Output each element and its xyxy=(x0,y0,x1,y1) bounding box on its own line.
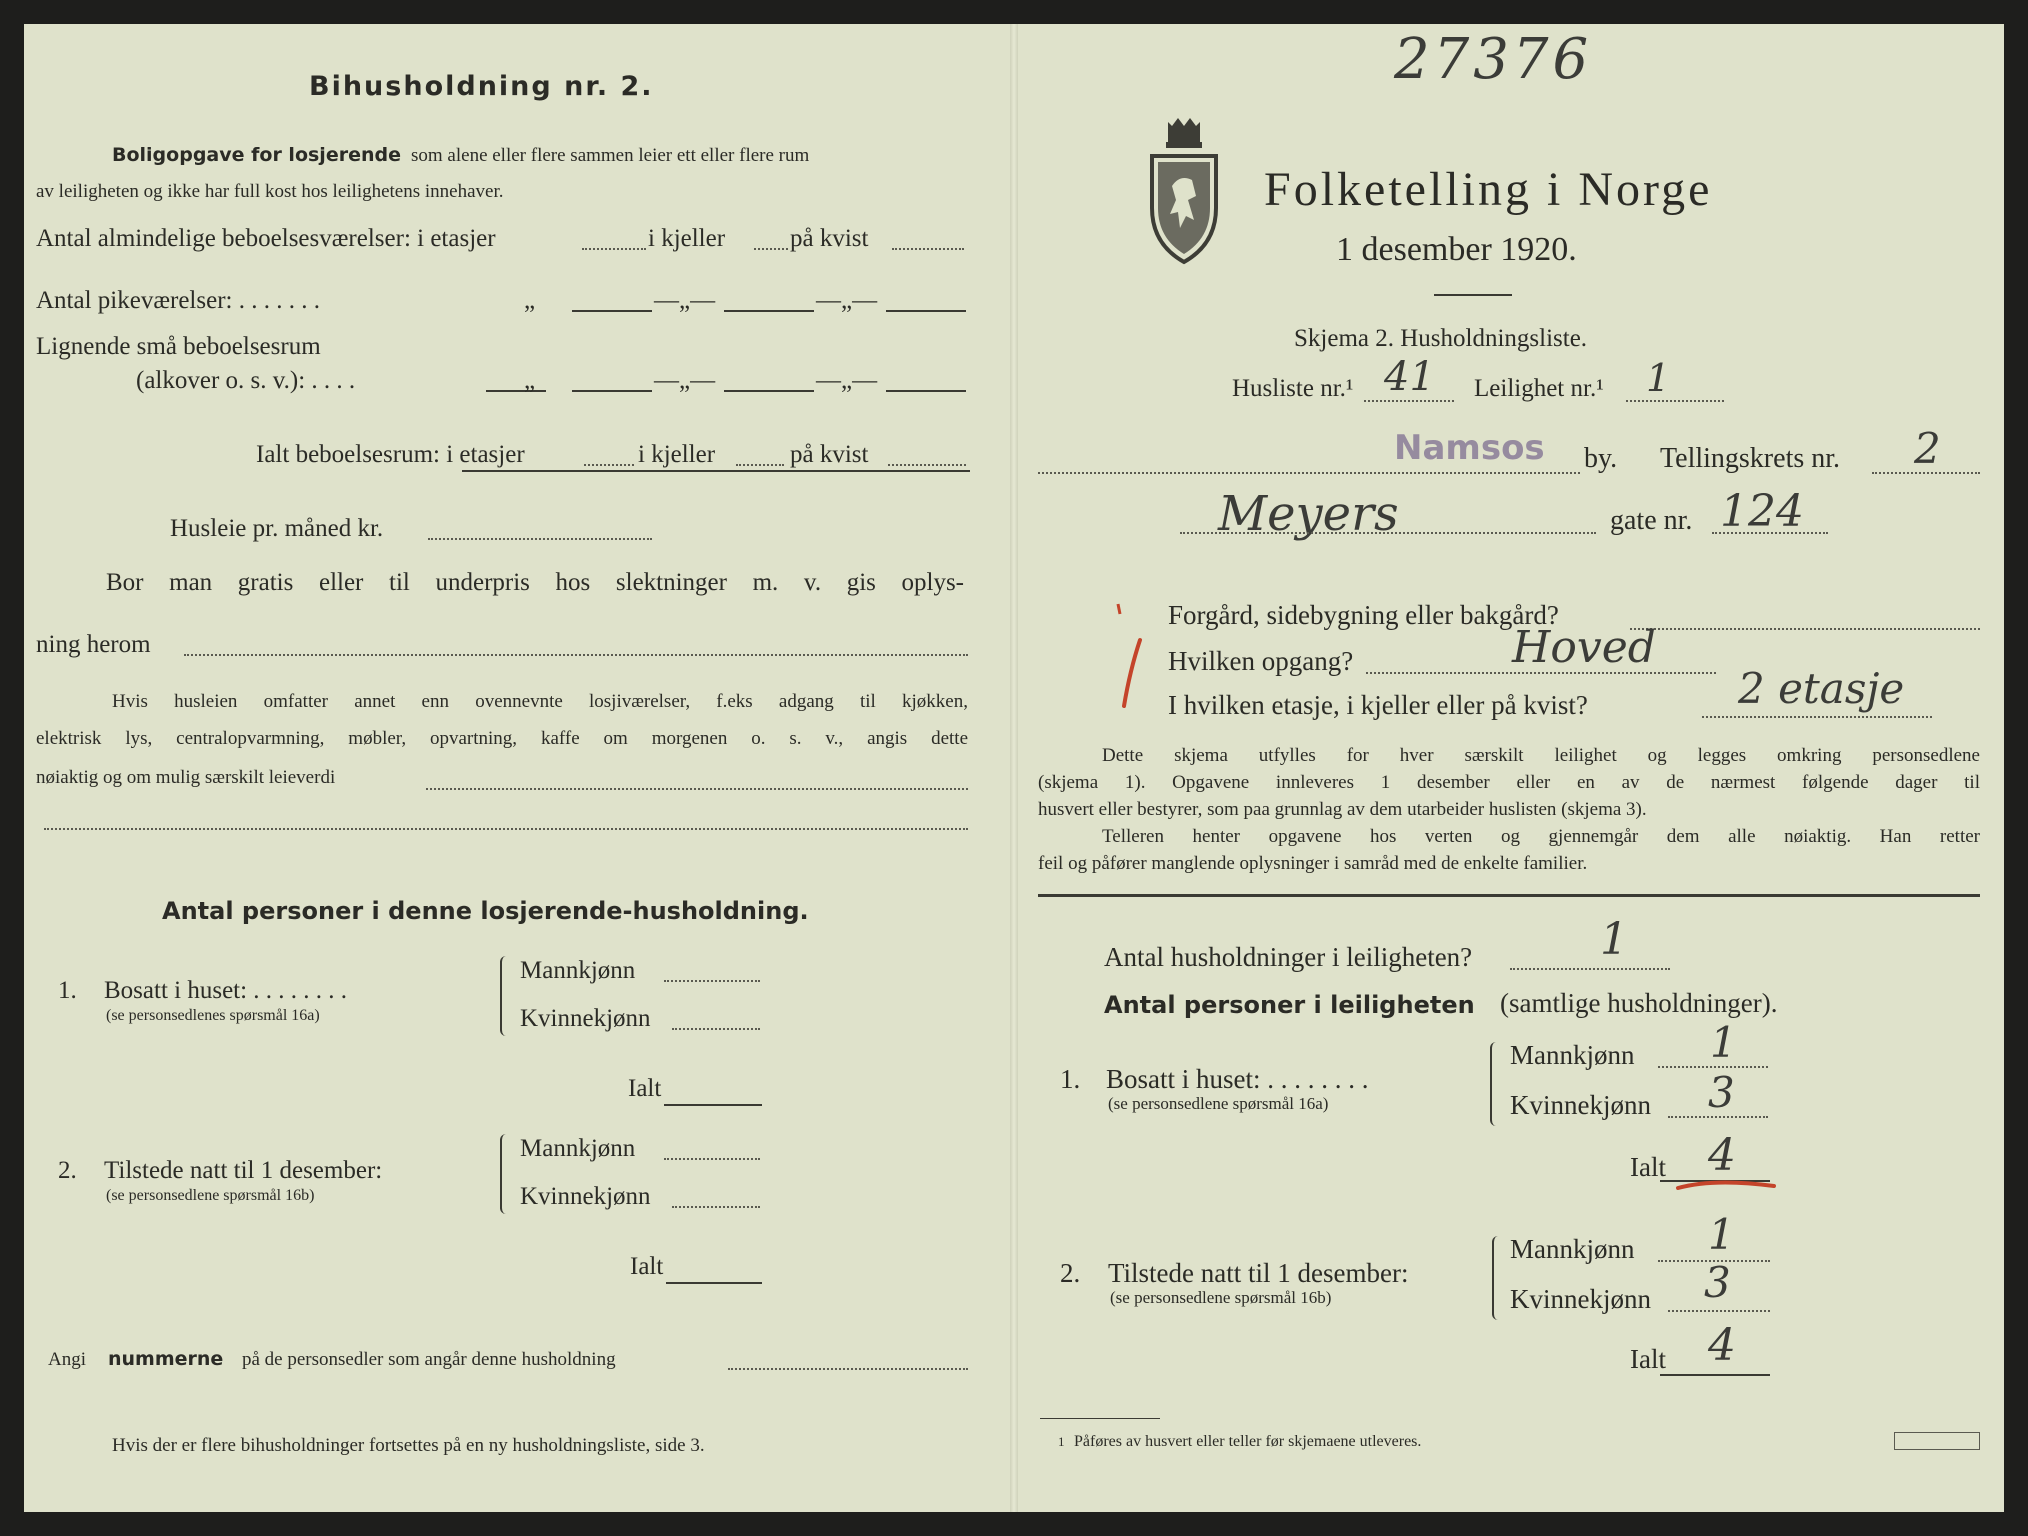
mann-label: Mannkjønn xyxy=(1510,1040,1635,1070)
ditto-dash: —„— xyxy=(816,367,878,394)
label-i-kjeller: i kjeller xyxy=(638,441,716,468)
row-pikevaerelser: Antal pikeværelser: . . . . . . . xyxy=(36,287,320,314)
field-gate-nr xyxy=(1712,532,1828,534)
title-rule xyxy=(1434,294,1512,296)
field-forgaard xyxy=(1630,628,1980,630)
antal-pers-bold: Antal personer i leiligheten xyxy=(1104,991,1475,1019)
q1-sub: (se personsedlenes spørsmål 16a) xyxy=(106,1007,320,1024)
field-town xyxy=(1038,472,1580,474)
by-label: by. xyxy=(1584,443,1618,474)
field-alkove-kjeller xyxy=(724,390,814,392)
q1-ialt-value: 4 xyxy=(1708,1130,1736,1181)
hvis-line1: Hvis husleien omfatter annet enn ovennevnte losjiværelser, f.eks adgang til kjøkken, xyxy=(112,691,968,712)
info-line: (skjema 1). Opgavene innleveres 1 desember eller en av de nærmest følgende dager til xyxy=(1038,772,1980,793)
q2-number: 2. xyxy=(58,1157,77,1184)
ditto-mark: „ xyxy=(524,287,536,314)
tellingskrets-label: Tellingskrets nr. xyxy=(1660,443,1841,474)
field-ialt-kjeller xyxy=(736,464,784,466)
q1-number: 1. xyxy=(58,977,77,1004)
field-q1-ialt xyxy=(664,1104,762,1106)
field-bor xyxy=(184,654,968,656)
ditto-dash: —„— xyxy=(816,287,878,314)
ditto-mark: „ xyxy=(524,367,536,394)
field-etasje xyxy=(1702,716,1932,718)
field-pike-kjeller xyxy=(724,310,814,312)
field-ialt-etasjer xyxy=(584,464,634,466)
q2-label: Tilstede natt til 1 desember: xyxy=(104,1157,383,1184)
q2-label: Tilstede natt til 1 desember: xyxy=(1108,1258,1409,1288)
q1-label: Bosatt i huset: . . . . . . . . xyxy=(1106,1064,1369,1094)
mann-label: Mannkjønn xyxy=(520,1135,636,1162)
gate-label: gate nr. xyxy=(1610,505,1693,536)
field-nummerne xyxy=(728,1368,968,1370)
label-paa-kvist: på kvist xyxy=(790,441,869,468)
info-line: Telleren henter opgavene hos verten og gjennemgår dem alle nøiaktig. Han retter xyxy=(1102,826,1980,847)
field-q2-kvinne xyxy=(672,1206,760,1208)
skjema-label: Skjema 2. Husholdningsliste. xyxy=(1294,325,1588,352)
husliste-label: Husliste nr.¹ xyxy=(1232,375,1354,402)
divider-rule xyxy=(1038,894,1980,897)
antal-hush-label: Antal husholdninger i leiligheten? xyxy=(1104,942,1473,972)
info-line: husvert eller bestyrer, som paa grunnlag av dem utarbeider huslisten (skjema 3). xyxy=(1038,799,1647,820)
kvinne-label: Kvinnekjønn xyxy=(1510,1284,1651,1314)
field-pike-kvist xyxy=(886,310,966,312)
field-husleie xyxy=(428,538,652,540)
street-value: Meyers xyxy=(1218,486,1399,542)
tellingskrets-value: 2 xyxy=(1914,424,1941,473)
row-beboelsesvaerelser: Antal almindelige beboelsesværelser: i etasjer xyxy=(36,225,496,252)
census-form-sheet xyxy=(24,24,2004,1512)
antal-pers-rest: (samtlige husholdninger). xyxy=(1500,988,1778,1018)
field-q2-ialt xyxy=(1660,1374,1770,1376)
field-opgang xyxy=(1366,672,1716,674)
footnote-mark: 1 xyxy=(1058,1434,1065,1449)
intro-line2: av leiligheten og ikke har full kost hos leilighetens innehaver. xyxy=(36,181,504,202)
field-ialt-kvist xyxy=(888,464,966,466)
etasje-value: 2 etasje xyxy=(1738,664,1905,713)
q2-brace xyxy=(500,1134,510,1214)
field-q1-kvinne xyxy=(672,1028,760,1030)
q1-kvinne-value: 3 xyxy=(1708,1068,1735,1117)
ditto-dash: —„— xyxy=(654,367,716,394)
q1-number: 1. xyxy=(1060,1064,1081,1094)
right-title: Folketelling i Norge xyxy=(1264,163,1713,216)
q1-label: Bosatt i huset: . . . . . . . . xyxy=(104,977,348,1004)
left-title: Bihusholdning nr. 2. xyxy=(309,71,654,102)
field-husliste xyxy=(1364,400,1454,402)
husliste-value: 41 xyxy=(1384,354,1435,400)
ditto-dash: —„— xyxy=(654,287,716,314)
field-alkove-kvist xyxy=(886,390,966,392)
info-line: feil og påfører manglende oplysninger i samråd med de enkelte familier. xyxy=(1038,853,1588,874)
ialt-label: Ialt xyxy=(628,1075,662,1102)
q2-ialt-value: 4 xyxy=(1708,1320,1736,1371)
field-leilighet xyxy=(1626,400,1724,402)
field-alkove-a xyxy=(486,390,546,392)
printer-mark xyxy=(1894,1432,1980,1450)
q2-sub: (se personsedlene spørsmål 16b) xyxy=(106,1187,315,1204)
angi-c: på de personsedler som angår denne husholdning xyxy=(242,1349,616,1370)
red-check-mark-icon xyxy=(1114,600,1144,710)
ialt-label: Ialt xyxy=(630,1253,664,1280)
antal-hush-value: 1 xyxy=(1600,914,1628,965)
q1-sub: (se personsedlene spørsmål 16a) xyxy=(1108,1094,1329,1113)
row-ialt-beboelsesrum: Ialt beboelsesrum: i etasjer xyxy=(256,441,525,468)
field-q2-mann xyxy=(664,1158,760,1160)
q1-brace xyxy=(500,956,510,1036)
angi-a: Angi xyxy=(48,1349,86,1370)
left-page-bihusholdning xyxy=(24,24,1014,1512)
field-street xyxy=(1180,532,1596,534)
sum-rule xyxy=(462,470,970,472)
field-kjeller xyxy=(754,248,788,250)
census-date: 1 desember 1920. xyxy=(1336,231,1577,268)
antal-heading: Antal personer i denne losjerende-husholdning. xyxy=(162,897,809,925)
opgang-value: Hoved xyxy=(1512,622,1656,673)
field-extra xyxy=(44,828,968,830)
q2-mann-value: 1 xyxy=(1708,1210,1735,1259)
archive-number: 27376 xyxy=(1394,27,1593,92)
norwegian-coat-of-arms-icon xyxy=(1144,116,1224,266)
red-underline-mark-icon xyxy=(1674,1164,1784,1200)
q2-sub: (se personsedlene spørsmål 16b) xyxy=(1110,1288,1332,1307)
etasje-label: I hvilken etasje, i kjeller eller på kvist? xyxy=(1168,690,1588,720)
hvis-line2: elektrisk lys, centralopvarmning, møbler, opvartning, kaffe om morgenen o. s. v., angis dette xyxy=(36,728,968,749)
mann-label: Mannkjønn xyxy=(1510,1234,1635,1264)
forgaard-label: Forgård, sidebygning eller bakgård? xyxy=(1168,600,1559,630)
ialt-label: Ialt xyxy=(1630,1344,1666,1374)
leilighet-value: 1 xyxy=(1646,356,1671,400)
angi-b: nummerne xyxy=(108,1348,224,1370)
town-stamp: Namsos xyxy=(1394,428,1545,468)
q2-brace xyxy=(1492,1236,1502,1320)
bor-line1: Bor man gratis eller til underpris hos slektninger m. v. gis oplys- xyxy=(106,569,964,596)
footnote-rule xyxy=(1040,1418,1160,1419)
mann-label: Mannkjønn xyxy=(520,957,636,984)
info-line: Dette skjema utfylles for hver særskilt leilighet og legges omkring personsedlene xyxy=(1102,745,1980,766)
opgang-label: Hvilken opgang? xyxy=(1168,646,1354,676)
info-block xyxy=(1038,744,1980,875)
right-page-husholdningsliste xyxy=(1014,24,2004,1512)
husleie-label: Husleie pr. måned kr. xyxy=(170,515,384,542)
hvis-line3: nøiaktig og om mulig særskilt leieverdi xyxy=(36,767,336,788)
field-q2-kvinne xyxy=(1668,1310,1770,1312)
kvinne-label: Kvinnekjønn xyxy=(520,1183,651,1210)
ialt-label: Ialt xyxy=(1630,1152,1666,1182)
bor-line2: ning herom xyxy=(36,631,151,658)
label-paa-kvist: på kvist xyxy=(790,225,869,252)
q2-kvinne-value: 3 xyxy=(1704,1258,1731,1307)
leilighet-label: Leilighet nr.¹ xyxy=(1474,375,1604,402)
field-etasjer xyxy=(582,248,646,250)
row-lignende: Lignende små beboelsesrum xyxy=(36,333,321,360)
field-tellingskrets xyxy=(1872,472,1980,474)
q2-number: 2. xyxy=(1060,1258,1081,1288)
q1-mann-value: 1 xyxy=(1710,1018,1737,1067)
field-q1-mann xyxy=(664,980,760,982)
field-kvist xyxy=(892,248,964,250)
q1-brace xyxy=(1490,1042,1500,1126)
row-alkover: (alkover o. s. v.): . . . . xyxy=(136,367,356,394)
label-i-kjeller: i kjeller xyxy=(648,225,726,252)
footnote-text: Påføres av husvert eller teller før skjemaene utleveres. xyxy=(1074,1433,1422,1450)
kvinne-label: Kvinnekjønn xyxy=(520,1005,651,1032)
field-q2-ialt xyxy=(666,1282,762,1284)
gate-value: 124 xyxy=(1720,486,1804,537)
field-antal-hush xyxy=(1510,968,1670,970)
field-q1-kvinne xyxy=(1668,1116,1768,1118)
kvinne-label: Kvinnekjønn xyxy=(1510,1090,1651,1120)
intro-rest: som alene eller flere sammen leier ett eller flere rum xyxy=(411,145,810,166)
intro-bold: Boligopgave for losjerende xyxy=(112,144,401,166)
field-alkove-etasje xyxy=(572,390,652,392)
left-footer: Hvis der er flere bihusholdninger fortsettes på en ny husholdningsliste, side 3. xyxy=(112,1435,705,1456)
field-pike-etasje xyxy=(572,310,652,312)
field-leieverdi xyxy=(426,788,968,790)
